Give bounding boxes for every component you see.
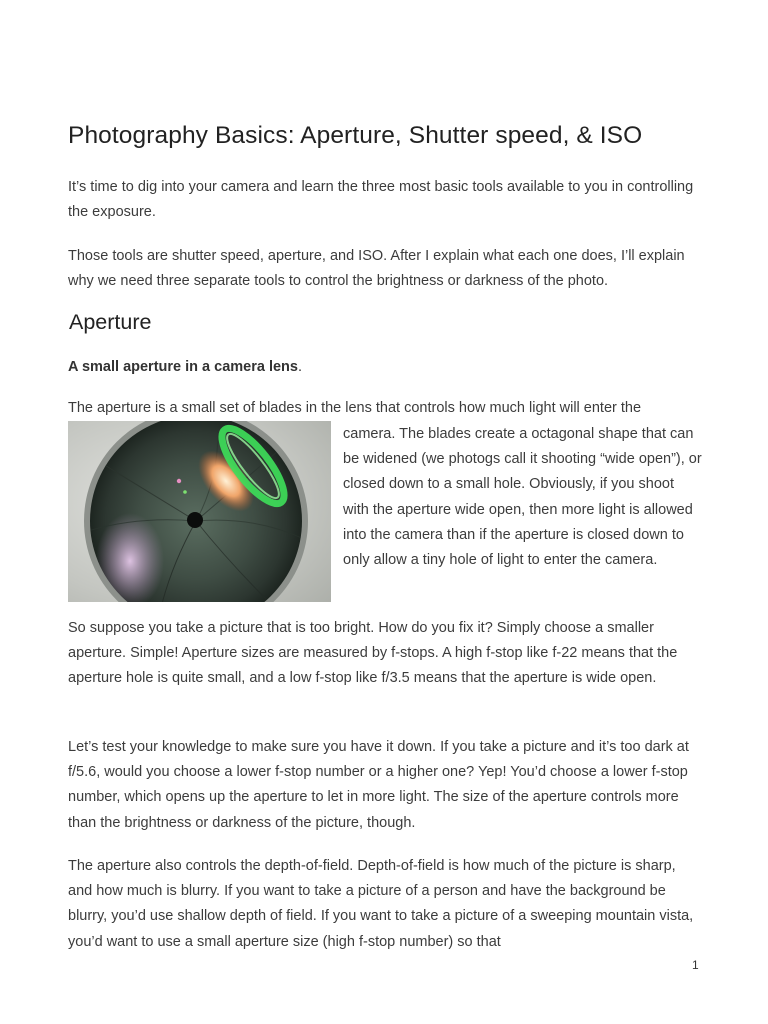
body-paragraph-3: The aperture also controls the depth-of-field. Depth-of-field is how much of the picture is sharp, and how much is blurry. If you want to take a picture of a person and have the background be blurry, you’d use shallow depth of field. If you want to take a picture of a sweeping mountain vista, you’d want to use a small aperture size (high f-stop number) so that (68, 858, 694, 950)
document-title: Photography Basics: Aperture, Shutter speed, & ISO (68, 122, 643, 149)
figure-caption-period: . (297, 359, 302, 375)
document-page (68, 0, 700, 1024)
intro-paragraph-1: It’s time to dig into your camera and learn the three most basic tools available to you in controlling the exposure. (68, 179, 694, 221)
lens-aperture-image (68, 421, 331, 602)
intro-paragraph-2: Those tools are shutter speed, aperture, and ISO. After I explain what each one does, I’ll explain why we need three separate tools to control the brightness or darkness of the photo. (68, 248, 685, 290)
figure-caption-text: A small aperture in a camera lens (68, 359, 298, 375)
figure-caption (68, 355, 302, 380)
section-heading-aperture: Aperture (69, 310, 152, 334)
aperture-lens-photo (68, 421, 331, 602)
aperture-wrap-paragraph: camera. The blades create a octagonal shape that can be widened (we photogs call it shooting “wide open”), or closed down to a small hole. Obviously, if you shoot with the aperture wide open, then more light is allowed into the camera than if the aperture is closed down to only allow a tiny hole of light to enter the camera. (343, 426, 702, 569)
body-paragraph-2: Let’s test your knowledge to make sure you have it down. If you take a picture and it’s too dark at f/5.6, would you choose a lower f-stop number or a higher one? Yep! You’d choose a lower f-stop number, which opens up the aperture to let in more light. The size of the aperture controls more than the brightness or darkness of the picture, though. (68, 739, 689, 831)
body-paragraph-1: So suppose you take a picture that is too bright. How do you fix it? Simply choose a smaller aperture. Simple! Aperture sizes are measured by f-stops. A high f-stop like f-22 means that the aperture hole is quite small, and a low f-stop like f/3.5 means that the aperture is wide open. (68, 620, 678, 687)
aperture-first-line: The aperture is a small set of blades in the lens that controls how much light will enter the (68, 400, 642, 416)
page-number: 1 (692, 958, 699, 972)
